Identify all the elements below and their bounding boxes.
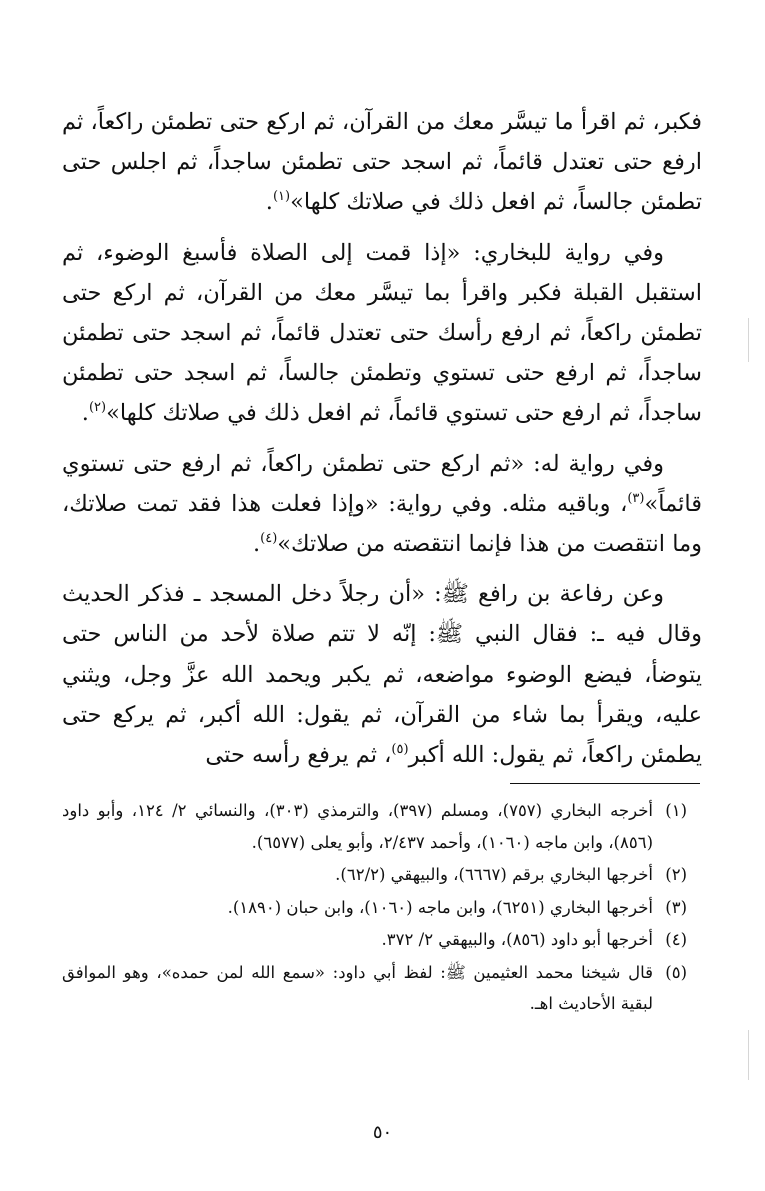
footnote-number: (٤) xyxy=(665,930,687,949)
footnote-text: أخرجها أبو داود (٨٥٦)، والبيهقي ٢/ ٣٧٢. xyxy=(381,930,653,949)
footnote-ref: (٢) xyxy=(88,400,107,416)
scan-artifact-line xyxy=(748,1030,749,1080)
footnote-text: أخرجها البخاري (٦٢٥١)، وابن ماجه (١٠٦٠)، وابن حبان (١٨٩٠). xyxy=(227,897,653,917)
footnote xyxy=(62,892,687,924)
paragraph: وعن رفاعة بن رافع ﷺ: «أن رجلاً دخل المسجد ـ فذكر الحديث وقال فيه ـ: فقال النبي ﷺ: إنّه لا تتم صلاة لأحد من الناس حتى يتوضأ، فيضع الوضوء مواضعه، ثم يكبر ويحمد الله عزَّ وجل، ويثني عليه، ويقرأ بما شاء من القرآن، ثم يقول: الله أكبر، ثم يركع حتى يطمئن راكعاً، ثم يقول: الله أكبر$^{(٥)}$، ثم يرفع رأسه حتى xyxy=(62,581,702,769)
footnote-ref: (٥) xyxy=(391,742,409,758)
footnote-separator xyxy=(510,783,700,784)
footnote xyxy=(62,859,687,891)
footnote-text: أخرجه البخاري (٧٥٧)، ومسلم (٣٩٧)، والترمذي (٣٠٣)، والنسائي ٢/ ١٢٤، وأبو داود (٨٥٦)، وابن ماجه (١٠٦٠)، وأحمد ٢/٤٣٧، وأبو يعلى (٦٥٧٧). xyxy=(62,801,654,852)
main-text xyxy=(62,102,702,785)
footnote xyxy=(62,924,687,956)
footnotes xyxy=(62,795,687,1021)
footnote-number: (٢) xyxy=(665,865,687,884)
footnote-ref: (٣) xyxy=(627,490,645,506)
footnote-text: قال شيخنا محمد العثيمين ﷺ: لفظ أبي داود: «سمع الله لمن حمده»، وهو الموافق لبقية الأحاديث اهـ. xyxy=(62,962,653,1013)
paragraph: فكبر، ثم اقرأ ما تيسَّر معك من القرآن، ثم اركع حتى تطمئن راكعاً، ثم ارفع حتى تعتدل قائماً، ثم اسجد حتى تطمئن ساجداً، ثم اجلس حتى تطمئن جالساً، ثم افعل ذلك في صلاتك كلها»$^{(١)}$. xyxy=(62,109,702,216)
footnote-ref: (١) xyxy=(272,189,291,205)
paragraph: وفي رواية للبخاري: «إذا قمت إلى الصلاة فأسبغ الوضوء، ثم استقبل القبلة فكبر واقرأ بما تيسَّر معك من القرآن، ثم اركع حتى تطمئن راكعاً، ثم ارفع رأسك حتى تعتدل قائماً، ثم اسجد حتى تطمئن ساجداً، ثم ارفع حتى تستوي وتطمئن جالساً، ثم اسجد حتى تطمئن ساجداً، ثم ارفع حتى تستوي قائماً، ثم افعل ذلك في صلاتك كلها»$^{(٢)}$. xyxy=(62,239,702,427)
scan-artifact-line xyxy=(748,318,749,362)
page-number: ٥٠ xyxy=(372,1122,393,1143)
footnote-number: (١) xyxy=(665,801,687,820)
footnote-ref: (٤) xyxy=(260,531,278,547)
footnote-number: (٣) xyxy=(665,897,687,917)
paragraph: وفي رواية له: «ثم اركع حتى تطمئن راكعاً، ثم ارفع حتى تستوي قائماً»$^{(٣)}$، وباقيه مثله. وفي رواية: «وإذا فعلت هذا فقد تمت صلاتك، وما انتقصت من هذا فإنما انتقصته من صلاتك»$^{(٤)}$. xyxy=(62,450,702,558)
footnote-text: أخرجها البخاري برقم (٦٦٦٧)، والبيهقي (٦٢/٢). xyxy=(335,865,653,884)
footnote-number: (٥) xyxy=(665,962,687,982)
footnote xyxy=(62,795,687,858)
footnote xyxy=(62,957,687,1020)
